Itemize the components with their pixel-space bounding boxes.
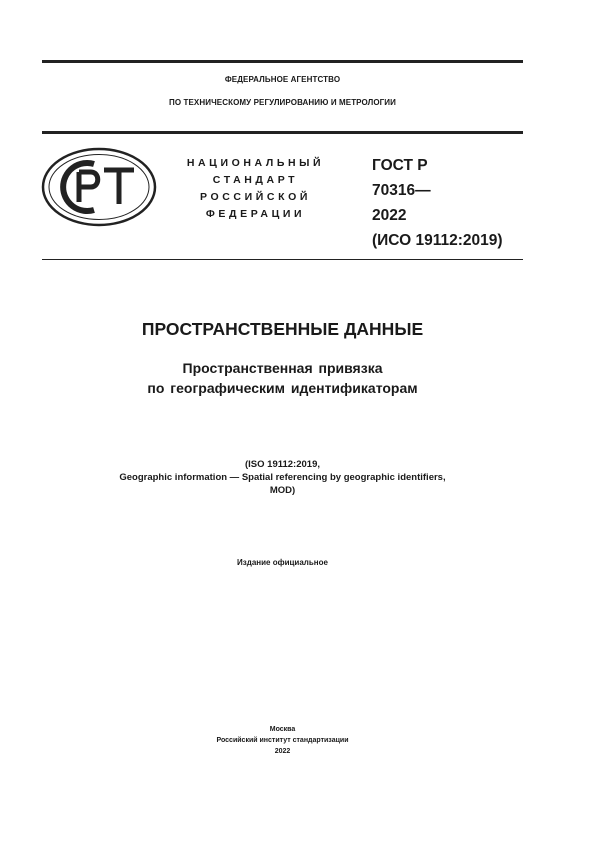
national-standard-label xyxy=(168,155,343,223)
rst-logo-icon xyxy=(40,146,158,228)
top-rule xyxy=(42,60,523,63)
imprint-publisher: Российский институт стандартизации xyxy=(216,737,349,744)
document-title: ПРОСТРАНСТВЕННЫЕ ДАННЫЕ xyxy=(141,319,424,339)
agency-line-1: ФЕДЕРАЛЬНОЕ АГЕНТСТВО xyxy=(224,75,341,84)
iso-reference xyxy=(42,458,523,497)
standard-designation xyxy=(372,153,503,253)
national-standard-line-2: СТАНДАРТ xyxy=(212,174,299,186)
national-standard-line-1: НАЦИОНАЛЬНЫЙ xyxy=(186,157,325,169)
national-standard-line-3: РОССИЙСКОЙ xyxy=(200,191,311,203)
iso-reference-line-3: MOD) xyxy=(269,485,296,496)
title-block-rule xyxy=(42,259,523,260)
designation-line-1: ГОСТ Р xyxy=(372,157,428,174)
iso-reference-line-2: Geographic information — Spatial referencing by geographic identifiers, xyxy=(119,472,446,483)
designation-line-4: (ИСО 19112:2019) xyxy=(372,232,503,249)
imprint-year: 2022 xyxy=(274,748,291,755)
agency-line-2: ПО ТЕХНИЧЕСКОМУ РЕГУЛИРОВАНИЮ И МЕТРОЛОГИИ xyxy=(168,98,397,107)
header-rule xyxy=(42,131,523,134)
official-edition-label: Издание официальное xyxy=(237,558,328,567)
subtitle-line-1: Пространственная привязка xyxy=(182,360,383,376)
subtitle-line-2: по географическим идентификаторам xyxy=(147,380,418,396)
imprint xyxy=(42,724,523,757)
national-standard-line-4: ФЕДЕРАЦИИ xyxy=(205,208,306,220)
designation-line-3: 2022 xyxy=(372,207,407,224)
document-subtitle xyxy=(42,358,523,398)
designation-line-2: 70316— xyxy=(372,182,431,199)
iso-reference-line-1: (ISO 19112:2019, xyxy=(245,459,320,470)
imprint-city: Москва xyxy=(269,726,296,733)
